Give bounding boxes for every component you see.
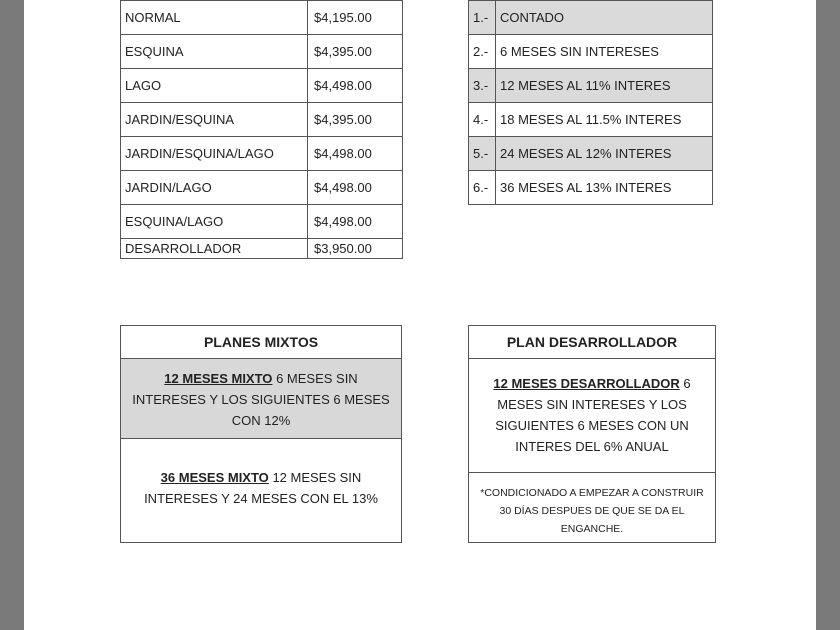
table-row	[469, 103, 713, 137]
plan-number: 5.-	[469, 137, 496, 171]
table-row	[469, 171, 713, 205]
mixed-plan-36-name: 36 MESES MIXTO	[160, 470, 269, 485]
table-row	[121, 35, 403, 69]
planes-mixtos-title: PLANES MIXTOS	[121, 326, 401, 359]
plan-label: 18 MESES AL 11.5% INTERES	[496, 103, 713, 137]
table-row	[121, 1, 403, 35]
plan-number: 3.-	[469, 69, 496, 103]
developer-plan-name: 12 MESES DESARROLLADOR	[493, 376, 680, 391]
mixed-plan-36	[121, 439, 401, 543]
table-row	[469, 35, 713, 69]
plan-label: 24 MESES AL 12% INTERES	[496, 137, 713, 171]
plan-label: CONTADO	[496, 1, 713, 35]
lot-type: LAGO	[121, 69, 308, 103]
document-page	[24, 0, 816, 630]
lot-price: $4,395.00	[308, 35, 403, 69]
mixed-plan-12-desc: 6 MESES SIN INTERESES Y LOS SIGUIENTES 6 MESES CON 12%	[132, 371, 390, 428]
lot-type: JARDIN/LAGO	[121, 171, 308, 205]
plan-number: 6.-	[469, 171, 496, 205]
table-row	[121, 205, 403, 239]
lot-type: JARDIN/ESQUINA/LAGO	[121, 137, 308, 171]
lot-price: $4,498.00	[308, 69, 403, 103]
lot-type: NORMAL	[121, 1, 308, 35]
lot-price-table	[120, 0, 403, 259]
lot-price: $4,195.00	[308, 1, 403, 35]
plan-number: 4.-	[469, 103, 496, 137]
lot-price: $3,950.00	[308, 239, 403, 259]
lot-price: $4,498.00	[308, 205, 403, 239]
table-row	[469, 69, 713, 103]
lot-price: $4,498.00	[308, 171, 403, 205]
lot-type: ESQUINA	[121, 35, 308, 69]
lot-type: DESARROLLADOR	[121, 239, 308, 259]
table-row	[121, 137, 403, 171]
payment-plan-table	[468, 0, 713, 205]
table-row	[469, 137, 713, 171]
table-row	[121, 69, 403, 103]
developer-plan-desc: 6 MESES SIN INTERESES Y LOS SIGUIENTES 6 MESES CON UN INTERES DEL 6% ANUAL	[495, 376, 691, 454]
table-row	[121, 103, 403, 137]
plan-number: 2.-	[469, 35, 496, 69]
table-row	[121, 171, 403, 205]
plan-label: 36 MESES AL 13% INTERES	[496, 171, 713, 205]
plan-number: 1.-	[469, 1, 496, 35]
lot-type: ESQUINA/LAGO	[121, 205, 308, 239]
lot-type: JARDIN/ESQUINA	[121, 103, 308, 137]
mixed-plan-12	[121, 359, 401, 439]
mixed-plan-12-name: 12 MESES MIXTO	[164, 371, 273, 386]
mixed-plan-36-desc: 12 MESES SIN INTERESES Y 24 MESES CON EL 13%	[144, 470, 378, 506]
developer-plan	[469, 359, 715, 473]
lot-price: $4,395.00	[308, 103, 403, 137]
plan-label: 12 MESES AL 11% INTERES	[496, 69, 713, 103]
table-row	[469, 1, 713, 35]
lot-price: $4,498.00	[308, 137, 403, 171]
plan-desarrollador-title: PLAN DESARROLLADOR	[469, 326, 715, 359]
table-row	[121, 239, 403, 259]
plan-label: 6 MESES SIN INTERESES	[496, 35, 713, 69]
plan-desarrollador-box	[468, 325, 716, 543]
developer-plan-note: *CONDICIONADO A EMPEZAR A CONSTRUIR 30 DÍAS DESPUES DE QUE SE DA EL ENGANCHE.	[480, 487, 704, 535]
planes-mixtos-box	[120, 325, 402, 543]
